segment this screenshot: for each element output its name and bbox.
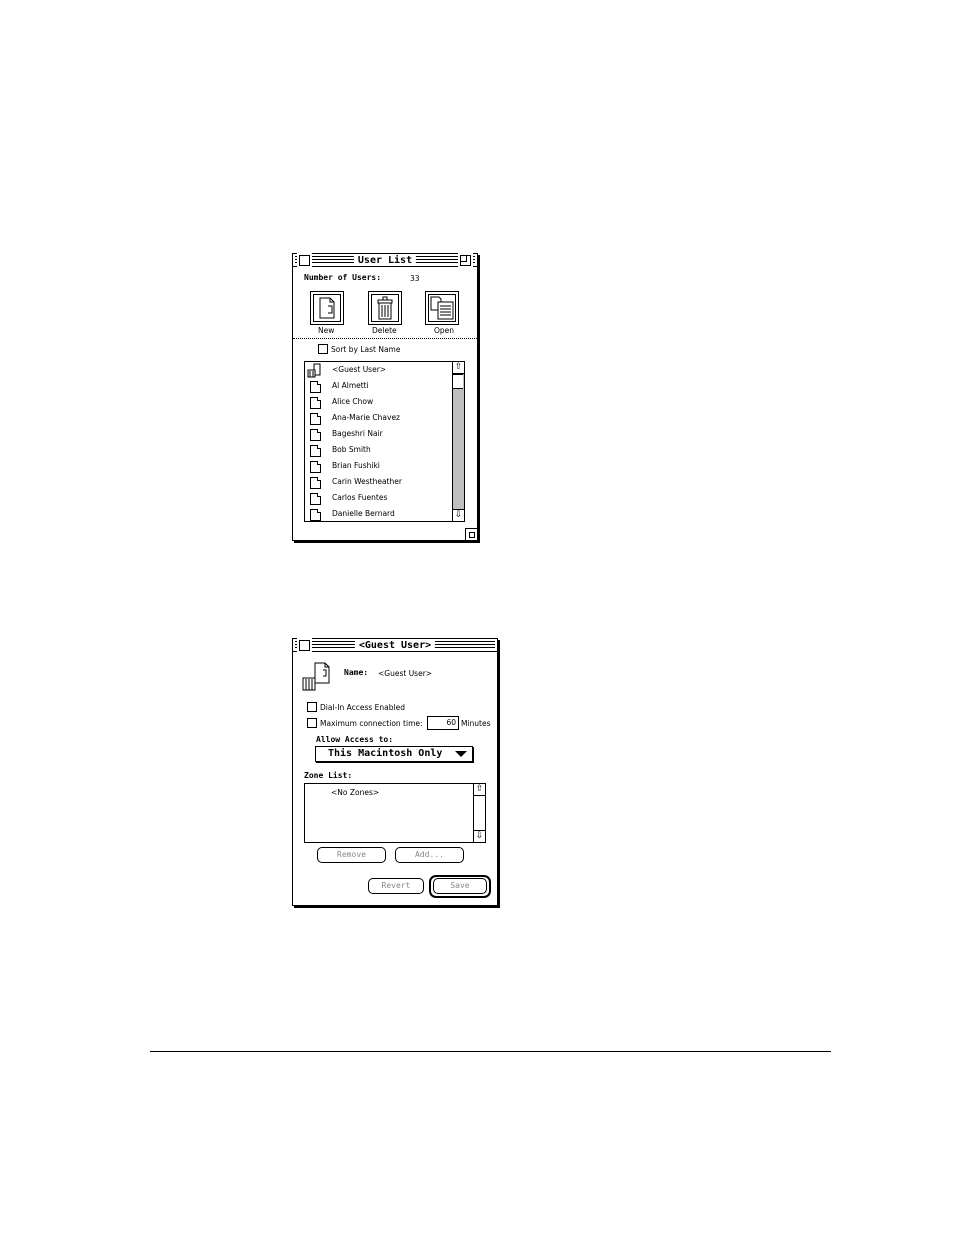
user-document-icon — [310, 381, 321, 393]
list-item[interactable] — [305, 426, 464, 442]
zone-list-label: Zone List: — [304, 771, 353, 780]
close-box-icon[interactable] — [299, 640, 310, 651]
scroll-down-arrow-icon[interactable]: ⇩ — [475, 831, 484, 841]
scroll-down-arrow-icon[interactable]: ⇩ — [454, 510, 463, 520]
guest-user-titlebar[interactable] — [293, 639, 497, 652]
list-item[interactable] — [305, 378, 464, 394]
minutes-label: Minutes — [461, 719, 491, 728]
no-zones-text: <No Zones> — [331, 788, 380, 797]
grow-box-icon[interactable] — [465, 528, 477, 540]
user-name: <Guest User> — [332, 365, 387, 374]
delete-button-label: Delete — [372, 326, 397, 335]
user-document-icon — [310, 461, 321, 473]
user-name: Bob Smith — [332, 445, 371, 454]
user-name: Carlos Fuentes — [332, 493, 388, 502]
list-item[interactable] — [305, 362, 464, 378]
close-box-icon[interactable] — [299, 255, 310, 266]
max-connection-time-label: Maximum connection time: — [320, 719, 423, 728]
user-name: Bageshri Nair — [332, 429, 383, 438]
user-list-scrollbar[interactable] — [452, 362, 464, 521]
max-connection-time-input[interactable] — [427, 716, 459, 730]
open-user-button[interactable] — [425, 291, 459, 325]
new-button-label: New — [318, 326, 335, 335]
user-document-icon — [310, 413, 321, 425]
divider — [293, 338, 477, 339]
user-list[interactable] — [304, 361, 465, 522]
number-of-users-label: Number of Users: — [304, 273, 382, 282]
user-name: Danielle Bernard — [332, 509, 395, 518]
new-user-button[interactable] — [310, 291, 344, 325]
zone-list-scrollbar[interactable] — [473, 784, 485, 842]
open-document-icon — [426, 292, 458, 324]
dial-in-access-checkbox[interactable] — [307, 702, 317, 712]
user-document-icon — [310, 429, 321, 441]
allow-access-value: This Macintosh Only — [328, 748, 443, 759]
list-item[interactable] — [305, 474, 464, 490]
scroll-up-arrow-icon[interactable]: ⇧ — [454, 362, 463, 372]
max-connection-time-value: 60 — [446, 718, 456, 727]
trash-icon — [369, 292, 401, 324]
save-button[interactable]: Save — [433, 878, 487, 894]
list-item[interactable] — [305, 458, 464, 474]
user-name: Carin Westheather — [332, 477, 402, 486]
dropdown-arrow-icon — [455, 751, 467, 758]
remove-button[interactable]: Remove — [317, 847, 386, 863]
list-item[interactable] — [305, 506, 464, 522]
delete-user-button[interactable] — [368, 291, 402, 325]
guest-user-window — [292, 638, 498, 906]
scroll-up-arrow-icon[interactable]: ⇧ — [475, 784, 484, 794]
user-list-window — [292, 253, 478, 541]
user-document-icon — [310, 397, 321, 409]
list-item[interactable] — [305, 410, 464, 426]
window-title: <Guest User> — [355, 640, 435, 651]
list-item[interactable] — [305, 394, 464, 410]
list-item[interactable] — [305, 490, 464, 506]
guest-user-icon — [301, 661, 337, 693]
user-list-titlebar[interactable] — [293, 254, 477, 267]
user-name: Brian Fushiki — [332, 461, 380, 470]
number-of-users-value: 33 — [410, 274, 420, 283]
revert-button[interactable]: Revert — [368, 878, 424, 894]
name-label: Name: — [344, 668, 369, 677]
scroll-thumb[interactable] — [453, 374, 463, 389]
user-name: Ana-Marie Chavez — [332, 413, 400, 422]
page-divider — [150, 1051, 831, 1052]
user-name: Alice Chow — [332, 397, 374, 406]
user-document-icon — [310, 445, 321, 457]
user-name: Al Almetti — [332, 381, 369, 390]
new-document-icon — [311, 292, 343, 324]
add-button[interactable]: Add... — [395, 847, 464, 863]
user-document-icon — [310, 493, 321, 505]
sort-by-last-name-checkbox[interactable] — [318, 344, 328, 354]
window-title: User List — [354, 255, 416, 266]
open-button-label: Open — [434, 326, 455, 335]
name-value[interactable]: <Guest User> — [378, 669, 433, 678]
max-connection-time-checkbox[interactable] — [307, 718, 317, 728]
zone-list[interactable] — [304, 783, 486, 843]
user-document-icon — [310, 477, 321, 489]
guest-user-icon — [307, 362, 323, 378]
dial-in-access-label: Dial-In Access Enabled — [320, 703, 405, 712]
sort-by-last-name-label: Sort by Last Name — [331, 345, 401, 354]
zoom-box-icon[interactable] — [460, 255, 471, 266]
allow-access-popup[interactable] — [315, 746, 473, 762]
allow-access-label: Allow Access to: — [316, 735, 394, 744]
user-document-icon — [310, 509, 321, 521]
list-item[interactable] — [305, 442, 464, 458]
